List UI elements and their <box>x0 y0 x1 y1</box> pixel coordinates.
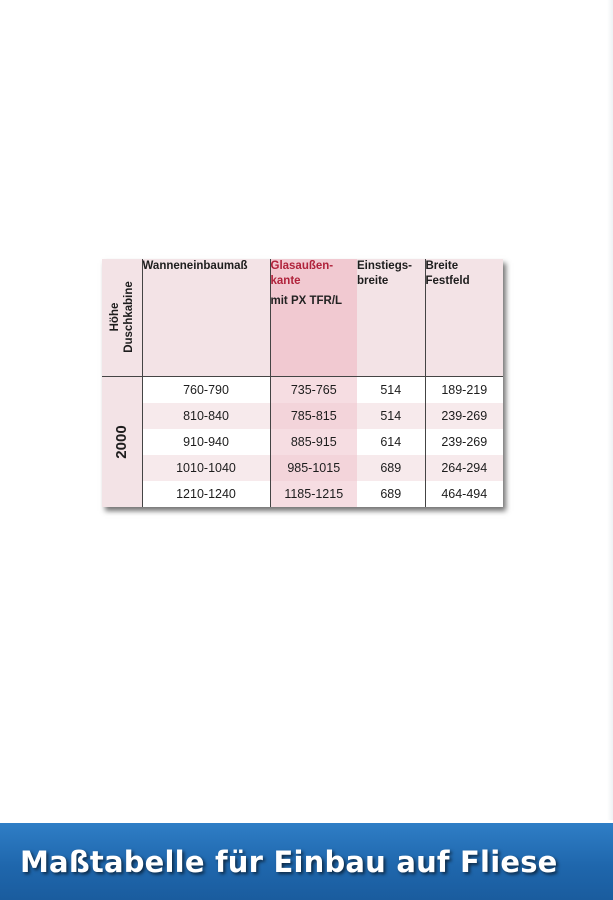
header-col2-line2: kante <box>270 275 301 287</box>
cell-festfeld: 239-269 <box>425 403 503 429</box>
cell-einstieg: 689 <box>357 455 425 481</box>
table-row <box>102 403 503 429</box>
cell-wanne: 760-790 <box>142 376 270 403</box>
height-value: 2000 <box>112 425 130 459</box>
header-wanneneinbaumass <box>142 259 270 376</box>
header-col2-sub: mit PX TFR/L <box>270 295 343 307</box>
height-value-cell <box>102 376 142 507</box>
table-row <box>102 481 503 507</box>
cell-wanne: 1210-1240 <box>142 481 270 507</box>
cell-wanne: 810-840 <box>142 403 270 429</box>
cell-glas: 985-1015 <box>270 455 357 481</box>
header-col1-label: Wanneneinbaumaß <box>142 260 248 272</box>
page-edge <box>607 0 613 820</box>
cell-glas: 885-915 <box>270 429 357 455</box>
cell-festfeld: 464-494 <box>425 481 503 507</box>
cell-festfeld: 189-219 <box>425 376 503 403</box>
cell-glas: 1185-1215 <box>270 481 357 507</box>
header-col2-line1: Glasaußen- <box>270 260 334 272</box>
footer-banner <box>0 823 613 900</box>
header-einstiegsbreite <box>357 259 425 376</box>
header-glasaussenkante <box>270 259 357 376</box>
table-row <box>102 429 503 455</box>
header-col4-line2: Festfeld <box>425 275 470 287</box>
header-height-cabin <box>102 259 142 376</box>
cell-festfeld: 239-269 <box>425 429 503 455</box>
table-row <box>102 455 503 481</box>
header-height-line1: Höhe <box>108 302 121 332</box>
cell-einstieg: 514 <box>357 403 425 429</box>
cell-glas: 735-765 <box>270 376 357 403</box>
table-header-row <box>102 259 503 376</box>
table-row <box>102 376 503 403</box>
cell-wanne: 910-940 <box>142 429 270 455</box>
header-height-line2: Duschkabine <box>122 281 135 354</box>
header-col3-line2: breite <box>357 275 389 287</box>
cell-einstieg: 689 <box>357 481 425 507</box>
cell-glas: 785-815 <box>270 403 357 429</box>
cell-festfeld: 264-294 <box>425 455 503 481</box>
dimension-table-card <box>102 259 503 507</box>
header-breite-festfeld <box>425 259 503 376</box>
header-col3-line1: Einstiegs- <box>357 260 412 272</box>
cell-einstieg: 614 <box>357 429 425 455</box>
dimension-table <box>102 259 503 507</box>
cell-wanne: 1010-1040 <box>142 455 270 481</box>
cell-einstieg: 514 <box>357 376 425 403</box>
footer-title: Maßtabelle für Einbau auf Fliese <box>20 845 558 879</box>
header-col4-line1: Breite <box>425 260 459 272</box>
